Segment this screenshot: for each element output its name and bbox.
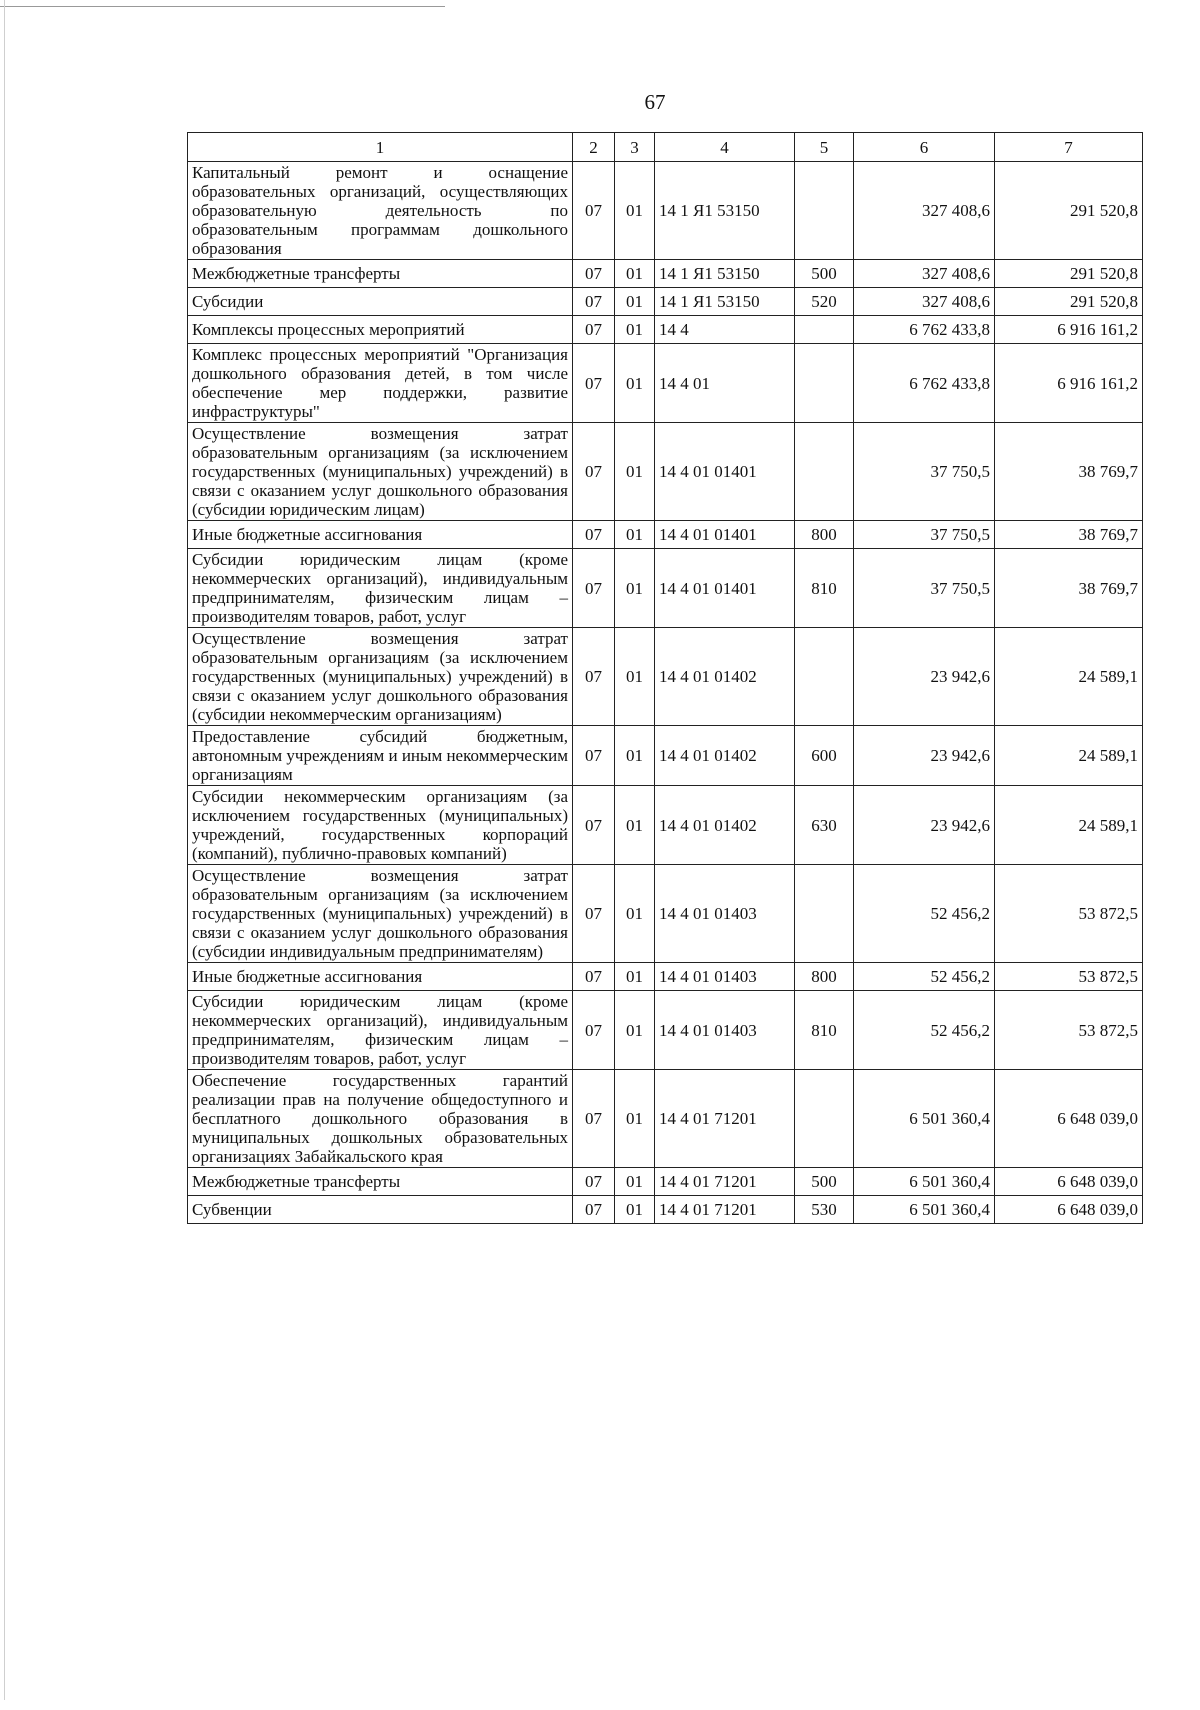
amount-year-1-cell: 37 750,5 <box>854 549 995 628</box>
amount-year-1-cell: 23 942,6 <box>854 786 995 865</box>
section-code-cell: 07 <box>573 1168 615 1196</box>
section-code-cell: 07 <box>573 1196 615 1224</box>
row-name-cell: Комплексы процессных мероприятий <box>188 316 573 344</box>
amount-year-1-cell: 327 408,6 <box>854 288 995 316</box>
row-name-cell: Комплекс процессных мероприятий "Организация дошкольного образования детей, в том числе обеспечение мер поддержки, развитие инфраструктуры" <box>188 344 573 423</box>
subsection-code-cell: 01 <box>615 1168 655 1196</box>
expense-type-cell <box>795 423 854 521</box>
table-header-row <box>188 133 1143 162</box>
row-name-cell: Осуществление возмещения затрат образовательным организациям (за исключением государственных (муниципальных) учреждений) в связи с оказанием услуг дошкольного образования (субсидии некоммерческим организациям) <box>188 628 573 726</box>
expense-type-cell: 800 <box>795 963 854 991</box>
amount-year-2-cell: 53 872,5 <box>995 991 1143 1070</box>
target-article-cell: 14 4 01 01403 <box>655 963 795 991</box>
amount-year-2-cell: 291 520,8 <box>995 260 1143 288</box>
expense-type-cell: 500 <box>795 1168 854 1196</box>
row-name-cell: Субсидии <box>188 288 573 316</box>
amount-year-2-cell: 6 648 039,0 <box>995 1070 1143 1168</box>
row-name-cell: Обеспечение государственных гарантий реализации прав на получение общедоступного и бесплатного дошкольного образования в муниципальных дошкольных образовательных организациях Забайкальского края <box>188 1070 573 1168</box>
target-article-cell: 14 4 01 71201 <box>655 1168 795 1196</box>
amount-year-1-cell: 52 456,2 <box>854 865 995 963</box>
section-code-cell: 07 <box>573 991 615 1070</box>
amount-year-1-cell: 37 750,5 <box>854 423 995 521</box>
table-row <box>188 316 1143 344</box>
section-code-cell: 07 <box>573 1070 615 1168</box>
row-name-cell: Осуществление возмещения затрат образовательным организациям (за исключением государственных (муниципальных) учреждений) в связи с оказанием услуг дошкольного образования (субсидии юридическим лицам) <box>188 423 573 521</box>
table-row <box>188 991 1143 1070</box>
target-article-cell: 14 4 01 01401 <box>655 521 795 549</box>
subsection-code-cell: 01 <box>615 991 655 1070</box>
subsection-code-cell: 01 <box>615 162 655 260</box>
expense-type-cell: 630 <box>795 786 854 865</box>
amount-year-2-cell: 291 520,8 <box>995 288 1143 316</box>
subsection-code-cell: 01 <box>615 549 655 628</box>
amount-year-1-cell: 23 942,6 <box>854 726 995 786</box>
subsection-code-cell: 01 <box>615 521 655 549</box>
header-col-5: 5 <box>795 133 854 162</box>
amount-year-1-cell: 6 762 433,8 <box>854 316 995 344</box>
row-name-cell: Предоставление субсидий бюджетным, автономным учреждениям и иным некоммерческим организациям <box>188 726 573 786</box>
amount-year-2-cell: 6 916 161,2 <box>995 316 1143 344</box>
amount-year-2-cell: 6 648 039,0 <box>995 1196 1143 1224</box>
target-article-cell: 14 4 01 01402 <box>655 726 795 786</box>
target-article-cell: 14 4 01 71201 <box>655 1196 795 1224</box>
target-article-cell: 14 4 01 01403 <box>655 865 795 963</box>
section-code-cell: 07 <box>573 963 615 991</box>
amount-year-2-cell: 24 589,1 <box>995 628 1143 726</box>
row-name-cell: Межбюджетные трансферты <box>188 260 573 288</box>
amount-year-1-cell: 52 456,2 <box>854 963 995 991</box>
amount-year-2-cell: 38 769,7 <box>995 521 1143 549</box>
amount-year-1-cell: 37 750,5 <box>854 521 995 549</box>
page-number: 67 <box>644 90 666 114</box>
row-name-cell: Субсидии юридическим лицам (кроме некоммерческих организаций), индивидуальным предпринимателям, физическим лицам – производителям товаров, работ, услуг <box>188 549 573 628</box>
section-code-cell: 07 <box>573 786 615 865</box>
subsection-code-cell: 01 <box>615 344 655 423</box>
header-col-1: 1 <box>188 133 573 162</box>
target-article-cell: 14 4 01 01403 <box>655 991 795 1070</box>
header-col-3: 3 <box>615 133 655 162</box>
table-row <box>188 549 1143 628</box>
section-code-cell: 07 <box>573 316 615 344</box>
table-row <box>188 786 1143 865</box>
subsection-code-cell: 01 <box>615 963 655 991</box>
subsection-code-cell: 01 <box>615 628 655 726</box>
table-row <box>188 628 1143 726</box>
amount-year-2-cell: 53 872,5 <box>995 865 1143 963</box>
amount-year-2-cell: 6 648 039,0 <box>995 1168 1143 1196</box>
expense-type-cell: 810 <box>795 549 854 628</box>
table-row <box>188 865 1143 963</box>
table-row <box>188 1168 1143 1196</box>
expense-type-cell: 810 <box>795 991 854 1070</box>
subsection-code-cell: 01 <box>615 1070 655 1168</box>
section-code-cell: 07 <box>573 344 615 423</box>
target-article-cell: 14 4 01 01401 <box>655 549 795 628</box>
subsection-code-cell: 01 <box>615 316 655 344</box>
amount-year-1-cell: 6 762 433,8 <box>854 344 995 423</box>
section-code-cell: 07 <box>573 726 615 786</box>
subsection-code-cell: 01 <box>615 865 655 963</box>
section-code-cell: 07 <box>573 288 615 316</box>
target-article-cell: 14 4 01 01402 <box>655 628 795 726</box>
amount-year-2-cell: 24 589,1 <box>995 726 1143 786</box>
subsection-code-cell: 01 <box>615 726 655 786</box>
row-name-cell: Субсидии юридическим лицам (кроме некоммерческих организаций), индивидуальным предпринимателям, физическим лицам – производителям товаров, работ, услуг <box>188 991 573 1070</box>
expense-type-cell <box>795 344 854 423</box>
scan-edge-line <box>0 6 445 7</box>
header-col-7: 7 <box>995 133 1143 162</box>
expense-type-cell: 800 <box>795 521 854 549</box>
amount-year-2-cell: 291 520,8 <box>995 162 1143 260</box>
table-row <box>188 423 1143 521</box>
section-code-cell: 07 <box>573 628 615 726</box>
row-name-cell: Межбюджетные трансферты <box>188 1168 573 1196</box>
target-article-cell: 14 1 Я1 53150 <box>655 162 795 260</box>
expense-type-cell <box>795 1070 854 1168</box>
subsection-code-cell: 01 <box>615 423 655 521</box>
amount-year-1-cell: 327 408,6 <box>854 162 995 260</box>
target-article-cell: 14 4 01 71201 <box>655 1070 795 1168</box>
target-article-cell: 14 4 <box>655 316 795 344</box>
expense-type-cell: 500 <box>795 260 854 288</box>
expense-type-cell <box>795 316 854 344</box>
table-row <box>188 726 1143 786</box>
section-code-cell: 07 <box>573 865 615 963</box>
amount-year-2-cell: 38 769,7 <box>995 423 1143 521</box>
row-name-cell: Субсидии некоммерческим организациям (за исключением государственных (муниципальных) учреждений, государственных корпораций (компаний), публично-правовых компаний) <box>188 786 573 865</box>
amount-year-2-cell: 24 589,1 <box>995 786 1143 865</box>
table-row <box>188 1196 1143 1224</box>
header-col-4: 4 <box>655 133 795 162</box>
header-col-6: 6 <box>854 133 995 162</box>
header-col-2: 2 <box>573 133 615 162</box>
target-article-cell: 14 4 01 01402 <box>655 786 795 865</box>
row-name-cell: Иные бюджетные ассигнования <box>188 963 573 991</box>
subsection-code-cell: 01 <box>615 786 655 865</box>
table-row <box>188 521 1143 549</box>
table-row <box>188 288 1143 316</box>
scan-edge-line <box>4 0 5 1700</box>
amount-year-2-cell: 38 769,7 <box>995 549 1143 628</box>
target-article-cell: 14 1 Я1 53150 <box>655 260 795 288</box>
expense-type-cell <box>795 628 854 726</box>
row-name-cell: Капитальный ремонт и оснащение образовательных организаций, осуществляющих образовательную деятельность по образовательным программам дошкольного образования <box>188 162 573 260</box>
amount-year-2-cell: 6 916 161,2 <box>995 344 1143 423</box>
expense-type-cell: 520 <box>795 288 854 316</box>
amount-year-1-cell: 6 501 360,4 <box>854 1070 995 1168</box>
row-name-cell: Осуществление возмещения затрат образовательным организациям (за исключением государственных (муниципальных) учреждений) в связи с оказанием услуг дошкольного образования (субсидии индивидуальным предпринимателям) <box>188 865 573 963</box>
amount-year-1-cell: 327 408,6 <box>854 260 995 288</box>
amount-year-1-cell: 23 942,6 <box>854 628 995 726</box>
row-name-cell: Иные бюджетные ассигнования <box>188 521 573 549</box>
subsection-code-cell: 01 <box>615 1196 655 1224</box>
row-name-cell: Субвенции <box>188 1196 573 1224</box>
expense-type-cell <box>795 162 854 260</box>
table-body <box>188 162 1143 1224</box>
section-code-cell: 07 <box>573 260 615 288</box>
target-article-cell: 14 4 01 01401 <box>655 423 795 521</box>
amount-year-2-cell: 53 872,5 <box>995 963 1143 991</box>
target-article-cell: 14 1 Я1 53150 <box>655 288 795 316</box>
section-code-cell: 07 <box>573 521 615 549</box>
amount-year-1-cell: 52 456,2 <box>854 991 995 1070</box>
subsection-code-cell: 01 <box>615 288 655 316</box>
expense-type-cell: 600 <box>795 726 854 786</box>
section-code-cell: 07 <box>573 549 615 628</box>
amount-year-1-cell: 6 501 360,4 <box>854 1168 995 1196</box>
expense-type-cell <box>795 865 854 963</box>
table-row <box>188 1070 1143 1168</box>
budget-table <box>187 132 1143 1224</box>
section-code-cell: 07 <box>573 162 615 260</box>
table-row <box>188 260 1143 288</box>
target-article-cell: 14 4 01 <box>655 344 795 423</box>
amount-year-1-cell: 6 501 360,4 <box>854 1196 995 1224</box>
subsection-code-cell: 01 <box>615 260 655 288</box>
table-row <box>188 162 1143 260</box>
table-row <box>188 963 1143 991</box>
expense-type-cell: 530 <box>795 1196 854 1224</box>
table-row <box>188 344 1143 423</box>
section-code-cell: 07 <box>573 423 615 521</box>
